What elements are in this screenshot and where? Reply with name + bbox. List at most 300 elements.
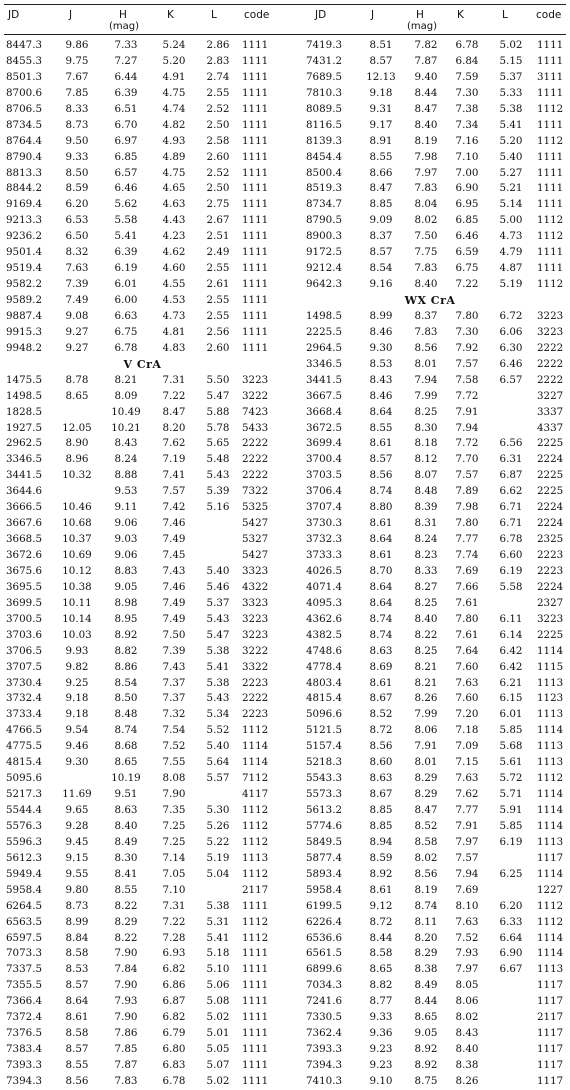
table-row — [0, 277, 285, 293]
j-cell: 10.12 — [62, 564, 92, 577]
h-cell: 8.56 — [414, 341, 438, 354]
table-row — [0, 213, 285, 229]
code-cell: 3111 — [537, 70, 564, 83]
j-cell: 8.61 — [369, 883, 393, 896]
k-cell: 7.69 — [455, 564, 479, 577]
k-cell: 4.82 — [162, 118, 186, 131]
l-cell: 5.08 — [206, 995, 230, 1008]
k-cell: 7.62 — [455, 788, 479, 801]
h-cell: 8.44 — [414, 86, 438, 99]
k-cell: 7.31 — [162, 899, 186, 912]
h-cell: 8.19 — [414, 883, 438, 896]
l-cell: 6.15 — [499, 692, 523, 705]
k-cell: 7.14 — [162, 851, 186, 864]
table-row — [0, 707, 285, 723]
table-row — [290, 70, 570, 86]
jd-cell: 3695.5 — [6, 580, 43, 593]
k-cell: 4.43 — [162, 214, 186, 227]
table-row — [0, 676, 285, 692]
j-cell: 9.15 — [65, 851, 89, 864]
l-cell: 4.79 — [499, 246, 523, 259]
k-cell: 7.15 — [455, 756, 479, 769]
j-cell: 8.66 — [369, 166, 393, 179]
h-cell: 7.85 — [114, 1043, 138, 1056]
h-cell: 7.83 — [414, 325, 438, 338]
h-cell: 7.97 — [414, 166, 438, 179]
jd-cell: 5095.6 — [6, 772, 43, 785]
jd-cell: 3441.5 — [6, 469, 43, 482]
l-cell: 6.31 — [499, 453, 523, 466]
h-cell: 8.39 — [414, 501, 438, 514]
jd-cell: 9501.4 — [6, 246, 43, 259]
l-cell: 6.33 — [499, 915, 523, 928]
k-cell: 7.31 — [162, 373, 186, 386]
jd-cell: 8139.3 — [306, 134, 343, 147]
jd-cell: 3668.4 — [306, 405, 343, 418]
header-jd: JD — [8, 9, 20, 21]
j-cell: 9.27 — [65, 341, 89, 354]
j-cell: 9.33 — [369, 1011, 393, 1024]
table-row — [290, 341, 570, 357]
code-cell: 3223 — [242, 373, 269, 386]
code-cell: 2223 — [242, 708, 269, 721]
jd-cell: 8500.4 — [306, 166, 343, 179]
j-cell: 9.65 — [65, 804, 89, 816]
table-row — [0, 1042, 285, 1058]
h-cell: 8.55 — [114, 883, 138, 896]
jd-cell: 3707.5 — [6, 660, 43, 673]
code-cell: 2223 — [537, 549, 564, 561]
j-cell: 8.85 — [369, 198, 393, 211]
j-cell: 8.84 — [65, 931, 89, 944]
jd-cell: 1498.5 — [6, 389, 43, 402]
jd-cell: 3699.4 — [306, 437, 343, 450]
h-cell: 7.91 — [414, 740, 438, 753]
k-cell: 6.78 — [162, 1074, 186, 1087]
code-cell: 2222 — [537, 357, 564, 370]
table-row — [0, 70, 285, 86]
jd-cell: 7366.4 — [6, 995, 43, 1008]
table-row — [290, 516, 570, 532]
code-cell: 1112 — [537, 772, 564, 785]
k-cell: 7.35 — [162, 804, 186, 816]
l-cell: 6.11 — [499, 612, 523, 625]
k-cell: 7.62 — [162, 437, 186, 450]
j-cell: 8.63 — [369, 772, 393, 785]
h-cell: 7.99 — [414, 708, 438, 721]
code-cell: 1111 — [242, 1011, 269, 1024]
jd-cell: 2964.5 — [306, 341, 343, 354]
table-row — [0, 134, 285, 150]
table-row — [0, 516, 285, 532]
l-cell: 2.86 — [206, 39, 230, 51]
table-row — [0, 229, 285, 245]
j-cell: 10.37 — [62, 533, 92, 546]
j-cell: 8.67 — [369, 692, 393, 705]
j-cell: 9.75 — [65, 54, 89, 67]
j-cell: 8.56 — [369, 740, 393, 753]
code-cell: 2222 — [242, 469, 269, 482]
l-cell: 4.73 — [499, 230, 523, 243]
code-cell: 1111 — [537, 118, 564, 131]
code-cell: 1112 — [242, 804, 269, 816]
code-cell: 3227 — [537, 389, 564, 402]
k-cell: 6.86 — [162, 979, 186, 992]
j-cell: 10.69 — [62, 549, 92, 561]
h-cell: 7.83 — [414, 262, 438, 275]
k-cell: 7.49 — [162, 612, 186, 625]
k-cell: 7.57 — [455, 357, 479, 370]
l-cell: 6.90 — [499, 947, 523, 960]
l-cell: 2.52 — [206, 102, 230, 115]
table-row — [290, 325, 570, 341]
code-cell: 1227 — [537, 883, 564, 896]
k-cell: 7.05 — [162, 867, 186, 880]
l-cell: 5.47 — [206, 628, 230, 641]
l-cell: 5.43 — [206, 612, 230, 625]
k-cell: 7.16 — [455, 134, 479, 147]
code-cell: 1111 — [242, 118, 269, 131]
j-cell: 8.64 — [369, 580, 393, 593]
j-cell: 8.58 — [65, 1027, 89, 1040]
k-cell: 4.91 — [162, 70, 186, 83]
j-cell: 10.03 — [62, 628, 92, 641]
table-row — [290, 676, 570, 692]
jd-cell: 9642.3 — [306, 278, 343, 291]
table-row — [290, 946, 570, 962]
h-cell: 6.01 — [114, 278, 138, 291]
h-cell: 9.05 — [114, 580, 138, 593]
table-row — [0, 899, 285, 915]
l-cell: 5.40 — [206, 740, 230, 753]
code-cell: 2224 — [537, 501, 564, 514]
jd-cell: 4362.6 — [306, 612, 343, 625]
l-cell: 2.52 — [206, 166, 230, 179]
k-cell: 6.84 — [455, 54, 479, 67]
h-cell: 7.90 — [114, 979, 138, 992]
star-section-title — [0, 357, 285, 373]
h-cell: 8.04 — [414, 198, 438, 211]
code-cell: 1111 — [242, 102, 269, 115]
h-cell: 7.94 — [414, 373, 438, 386]
l-cell: 5.61 — [499, 756, 523, 769]
l-cell: 5.00 — [499, 214, 523, 227]
jd-cell: 8790.5 — [306, 214, 343, 227]
l-cell: 2.67 — [206, 214, 230, 227]
j-cell: 9.36 — [369, 1027, 393, 1040]
table-row — [0, 421, 285, 437]
k-cell: 4.89 — [162, 150, 186, 163]
jd-cell: 8813.3 — [6, 166, 43, 179]
l-cell: 6.30 — [499, 341, 523, 354]
l-cell: 5.27 — [499, 166, 523, 179]
code-cell: 1117 — [537, 995, 564, 1008]
jd-cell: 6561.5 — [306, 947, 343, 960]
h-cell: 8.49 — [114, 835, 138, 848]
table-row — [0, 150, 285, 166]
code-cell: 1117 — [537, 1027, 564, 1040]
table-row — [0, 946, 285, 962]
h-cell: 8.49 — [414, 979, 438, 992]
j-cell: 8.53 — [65, 963, 89, 976]
jd-cell: 4778.4 — [306, 660, 343, 673]
h-cell: 7.83 — [114, 1074, 138, 1087]
l-cell: 5.37 — [499, 70, 523, 83]
k-cell: 4.65 — [162, 182, 186, 195]
l-cell: 2.60 — [206, 341, 230, 354]
jd-cell: 9172.5 — [306, 246, 343, 259]
k-cell: 6.90 — [455, 182, 479, 195]
l-cell: 5.78 — [206, 421, 230, 434]
l-cell: 5.39 — [206, 485, 230, 498]
code-cell: 1112 — [242, 819, 269, 832]
table-row — [290, 978, 570, 994]
code-cell: 2222 — [537, 341, 564, 354]
j-cell: 8.57 — [369, 246, 393, 259]
l-cell: 6.71 — [499, 501, 523, 514]
code-cell: 1123 — [537, 692, 564, 705]
k-cell: 8.10 — [455, 899, 479, 912]
jd-cell: 8900.3 — [306, 230, 343, 243]
jd-cell: 8116.5 — [306, 118, 343, 131]
k-cell: 7.10 — [455, 150, 479, 163]
code-cell: 1111 — [242, 86, 269, 99]
table-row — [0, 1058, 285, 1074]
k-cell: 7.97 — [455, 835, 479, 848]
j-cell: 9.08 — [65, 309, 89, 322]
j-cell: 8.85 — [369, 804, 393, 816]
h-cell: 8.40 — [114, 819, 138, 832]
l-cell: 5.26 — [206, 819, 230, 832]
l-cell: 5.71 — [499, 788, 523, 801]
k-cell: 7.72 — [455, 389, 479, 402]
j-cell: 8.59 — [65, 182, 89, 195]
jd-cell: 8734.7 — [306, 198, 343, 211]
j-cell: 10.32 — [62, 469, 92, 482]
h-cell: 8.68 — [114, 740, 138, 753]
j-cell: 8.60 — [369, 756, 393, 769]
l-cell: 4.87 — [499, 262, 523, 275]
table-row — [290, 38, 570, 54]
code-cell: 1111 — [242, 134, 269, 147]
code-cell: 1111 — [242, 325, 269, 338]
code-cell: 1112 — [537, 214, 564, 227]
l-cell: 2.75 — [206, 198, 230, 211]
j-cell: 8.33 — [65, 102, 89, 115]
k-cell: 7.30 — [455, 325, 479, 338]
l-cell: 5.02 — [499, 39, 523, 51]
jd-cell: 3644.6 — [6, 485, 43, 498]
h-cell: 9.51 — [114, 788, 138, 801]
table-row — [290, 867, 570, 883]
code-cell: 1113 — [537, 708, 564, 721]
table-row — [0, 102, 285, 118]
k-cell: 6.85 — [455, 214, 479, 227]
k-cell: 7.80 — [455, 612, 479, 625]
l-cell: 5.65 — [206, 437, 230, 450]
jd-cell: 3700.5 — [6, 612, 43, 625]
j-cell: 10.14 — [62, 612, 92, 625]
jd-cell: 3730.4 — [6, 676, 43, 689]
h-cell: 7.98 — [414, 150, 438, 163]
j-cell: 10.38 — [62, 580, 92, 593]
jd-cell: 4071.4 — [306, 580, 343, 593]
h-cell: 9.40 — [414, 70, 438, 83]
table-row — [290, 197, 570, 213]
j-cell: 9.17 — [369, 118, 393, 131]
table-row — [290, 612, 570, 628]
table-row — [0, 405, 285, 421]
l-cell: 5.64 — [206, 756, 230, 769]
k-cell: 7.91 — [455, 405, 479, 418]
h-cell: 8.18 — [414, 437, 438, 450]
h-cell: 8.02 — [414, 851, 438, 864]
table-row — [290, 500, 570, 516]
jd-cell: 3730.3 — [306, 517, 343, 530]
jd-cell: 3706.4 — [306, 485, 343, 498]
table-row — [290, 691, 570, 707]
l-cell: 2.74 — [206, 70, 230, 83]
k-cell: 8.02 — [455, 1011, 479, 1024]
h-cell: 8.65 — [114, 756, 138, 769]
h-cell: 7.86 — [114, 1027, 138, 1040]
k-cell: 6.79 — [162, 1027, 186, 1040]
table-row — [290, 739, 570, 755]
j-cell: 8.54 — [369, 262, 393, 275]
k-cell: 7.98 — [455, 501, 479, 514]
k-cell: 7.43 — [162, 564, 186, 577]
l-cell: 2.83 — [206, 54, 230, 67]
code-cell: 2223 — [242, 676, 269, 689]
l-cell: 6.72 — [499, 309, 523, 322]
code-cell: 1111 — [242, 899, 269, 912]
j-cell: 8.63 — [369, 644, 393, 657]
l-cell: 2.58 — [206, 134, 230, 147]
table-row — [290, 723, 570, 739]
j-cell: 8.80 — [369, 501, 393, 514]
star-name: WX CrA — [404, 294, 456, 307]
table-row — [0, 978, 285, 994]
header-h: H — [119, 9, 127, 21]
h-cell: 8.23 — [414, 549, 438, 561]
jd-cell: 4815.4 — [306, 692, 343, 705]
code-cell: 1111 — [242, 150, 269, 163]
k-cell: 4.55 — [162, 278, 186, 291]
l-cell: 2.49 — [206, 246, 230, 259]
jd-cell: 7431.2 — [306, 54, 343, 67]
k-cell: 7.63 — [455, 915, 479, 928]
l-cell: 5.85 — [499, 819, 523, 832]
h-cell: 7.87 — [114, 1059, 138, 1071]
code-cell: 1117 — [537, 1059, 564, 1071]
k-cell: 6.93 — [162, 947, 186, 960]
k-cell: 7.45 — [162, 549, 186, 561]
table-row — [290, 213, 570, 229]
jd-cell: 3733.3 — [306, 549, 343, 561]
code-cell: 1112 — [537, 134, 564, 147]
code-cell: 2225 — [537, 485, 564, 498]
h-cell: 8.92 — [114, 628, 138, 641]
l-cell: 5.01 — [206, 1027, 230, 1040]
k-cell: 7.22 — [162, 915, 186, 928]
k-cell: 7.30 — [455, 86, 479, 99]
j-cell: 8.56 — [65, 1074, 89, 1087]
j-cell: 8.73 — [65, 118, 89, 131]
l-cell: 5.15 — [499, 54, 523, 67]
j-cell: 8.74 — [369, 628, 393, 641]
table-row — [290, 660, 570, 676]
l-cell: 5.37 — [206, 596, 230, 609]
j-cell: 9.31 — [369, 102, 393, 115]
code-cell: 2222 — [537, 373, 564, 386]
k-cell: 7.54 — [162, 724, 186, 737]
jd-cell: 9212.4 — [306, 262, 343, 275]
table-row — [0, 612, 285, 628]
table-row — [0, 564, 285, 580]
j-cell: 8.61 — [369, 549, 393, 561]
k-cell: 5.20 — [162, 54, 186, 67]
k-cell: 7.80 — [455, 309, 479, 322]
table-row — [290, 851, 570, 867]
j-cell: 7.49 — [65, 294, 89, 306]
h-cell: 9.11 — [114, 501, 138, 514]
code-cell: 1117 — [537, 1043, 564, 1056]
code-cell: 1111 — [242, 294, 269, 306]
j-cell: 8.70 — [369, 564, 393, 577]
table-row — [0, 532, 285, 548]
j-cell: 12.13 — [366, 70, 396, 83]
jd-cell: 7394.3 — [306, 1059, 343, 1071]
code-cell: 1111 — [242, 1059, 269, 1071]
k-cell: 8.05 — [455, 979, 479, 992]
l-cell: 2.60 — [206, 150, 230, 163]
h-cell: 8.01 — [414, 357, 438, 370]
j-cell: 8.46 — [369, 389, 393, 402]
table-row — [290, 835, 570, 851]
j-cell: 8.65 — [369, 963, 393, 976]
jd-cell: 1498.5 — [306, 309, 343, 322]
header-j: J — [371, 9, 375, 21]
table-row — [0, 245, 285, 261]
code-cell: 7322 — [242, 485, 269, 498]
code-cell: 1111 — [242, 246, 269, 259]
j-cell: 11.69 — [62, 788, 92, 801]
h-cell: 7.90 — [114, 947, 138, 960]
code-cell: 1112 — [537, 915, 564, 928]
jd-cell: 8700.6 — [6, 86, 43, 99]
code-cell: 1111 — [537, 246, 564, 259]
k-cell: 7.97 — [455, 963, 479, 976]
k-cell: 7.20 — [455, 708, 479, 721]
k-cell: 8.08 — [162, 772, 186, 785]
jd-cell: 3703.6 — [6, 628, 43, 641]
k-cell: 7.59 — [455, 70, 479, 83]
k-cell: 7.37 — [162, 692, 186, 705]
code-cell: 1114 — [537, 724, 564, 737]
l-cell: 6.46 — [499, 357, 523, 370]
l-cell: 2.56 — [206, 325, 230, 338]
code-cell: 1111 — [242, 1043, 269, 1056]
code-cell: 5327 — [242, 533, 269, 546]
j-cell: 8.91 — [369, 134, 393, 147]
code-cell: 1114 — [537, 788, 564, 801]
h-cell: 8.21 — [414, 676, 438, 689]
k-cell: 7.57 — [455, 851, 479, 864]
h-cell: 9.06 — [114, 517, 138, 530]
table-row — [290, 962, 570, 978]
j-cell: 8.47 — [369, 182, 393, 195]
l-cell: 6.78 — [499, 533, 523, 546]
